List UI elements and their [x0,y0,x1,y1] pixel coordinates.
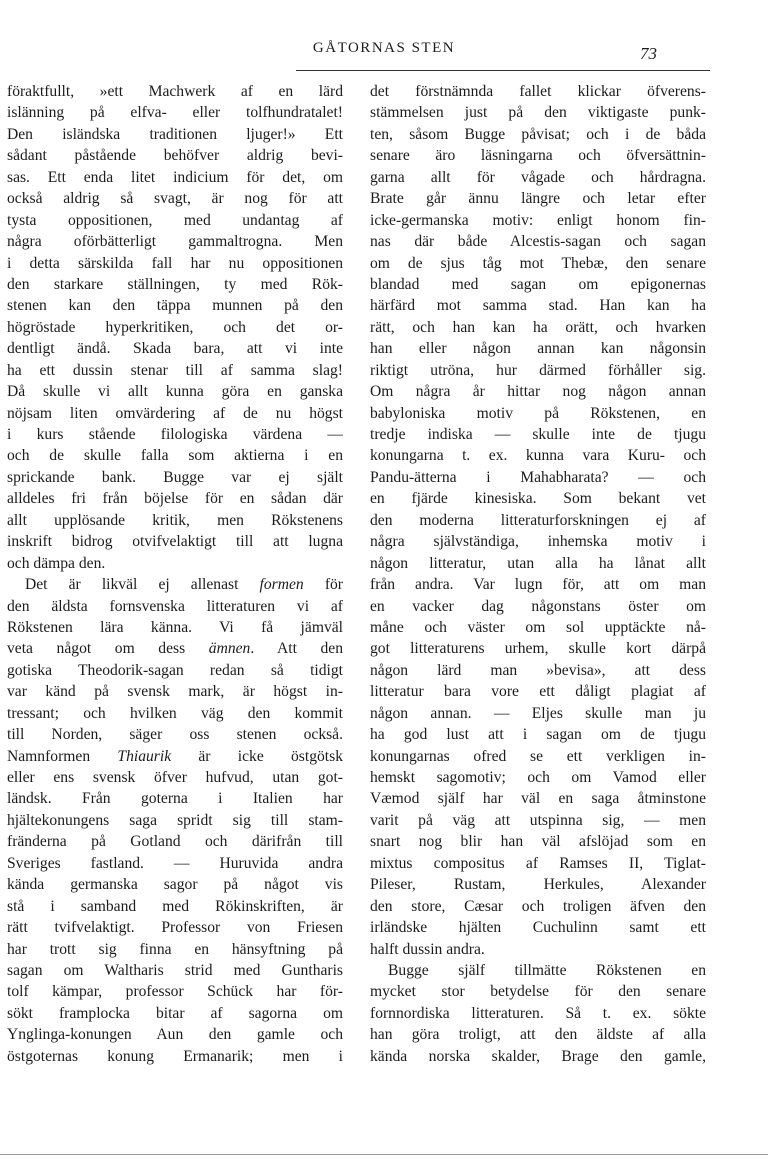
text-line: nas där både Alcestis-sagan och sagan [370,233,706,251]
text-line: i detta särskilda fall har nu oppositionen [7,254,343,272]
text-line: och de skulle falla som aktierna i en [7,447,343,465]
text-line: litteratur bara vore ett dåligt plagiat af [370,683,706,701]
text-line: den äldsta fornsvenska litteraturen vi af [7,597,343,615]
text-line: han göra troligt, att den äldste af alla [370,1026,706,1044]
text-line: till Norden, säger oss stenen också. [7,726,343,744]
text-line: från andra. Var lugn för, att om man [370,576,706,594]
text-segment: Namnformen [7,747,118,765]
text-segment: Det är likväl ej allenast [25,576,260,594]
text-line: islänning på elfva- eller tolfhundratalet! [7,104,343,122]
text-line: också aldrig så svagt, är nog för att [7,190,343,208]
text-line: Væmod själf har väl en saga åtminstone [370,790,706,808]
text-line: någon lärd man »bevisa», att dess [370,661,706,679]
text-line: högröstade hyperkritiken, och det or- [7,318,343,336]
left-text-column [7,81,343,1067]
text-line: och dämpa den. [7,554,106,572]
italic-term: ämnen [208,640,251,658]
text-line [7,574,343,595]
text-line [7,638,343,659]
text-segment: . Att den [250,640,343,658]
text-line: varit på väg att utspinna sig, — men [370,811,706,829]
text-line: någon litteratur, utan alla ha lånat allt [370,554,706,572]
text-line: stå i samband med Rökinskriften, är [7,897,343,915]
text-line: mycket stor betydelse för den senare [370,983,706,1001]
text-line: Sveriges fastland. — Huruvida andra [7,854,343,872]
text-line: Pandu-ätterna i Mahabharata? — och [370,468,706,486]
text-segment: veta något om dess [7,640,209,658]
text-line: det förstnämnda fallet klickar öfverens- [370,83,706,100]
text-line: har trott sig finna en hänsyftning på [7,940,343,958]
text-segment: för [303,576,343,594]
text-line: hjältekonungens saga spridt sig till stam- [7,811,343,829]
text-line: nöjsam liten omvärdering af de nu högst [7,404,343,422]
text-line: sprickande bank. Bugge var ej själt [7,468,343,486]
text-line: föraktfullt, »ett Machwerk af en lärd [7,83,343,100]
page-bottom-edge [0,1154,768,1155]
text-line: tysta oppositionen, med undantag af [7,211,343,229]
text-line: sas. Ett enda litet indicium för det, om [7,168,343,186]
text-line: kända norska skalder, Brage den gamle, [370,1047,706,1065]
text-line: sökt framplocka bitar af sagorna om [7,1004,343,1022]
text-line: garna allt för vågade och hårdragna. [370,168,706,186]
text-line: någon annan. — Eljes skulle man ju [370,704,706,722]
text-line: ha ett dussin stenar till af samma slag! [7,361,343,379]
text-line: den starkare ställningen, ty med Rök- [7,275,343,293]
text-line: en vacker dag någonstans öster om [370,597,706,615]
text-line: ländsk. Från goterna i Italien har [7,790,343,808]
text-line: irländske hjälten Cuchulinn samt ett [370,919,706,937]
text-line: inskrift bidrog otvifvelaktigt till att lugna [7,533,343,551]
text-line: ten, såsom Bugge påvisat; och i de båda [370,125,706,143]
running-header-title: GÅTORNAS STEN [312,40,456,56]
text-line: om de sjus tåg mot Thebæ, den senare [370,254,706,272]
text-line: östgoternas konung Ermanarik; men i [7,1047,343,1065]
text-line: icke-germanska motiv: enligt honom fin- [370,211,706,229]
text-line: hemskt sagomotiv; och om Vamod eller [370,769,706,786]
text-line: allt upplösande kritik, men Rökstenens [7,511,343,529]
text-line: blandad med sagan om epigonernas [370,275,706,293]
text-line [7,746,343,767]
text-line: konungarnas ofred se ett verkligen in- [370,747,706,765]
header-rule [296,70,710,71]
text-line: rätt tvifvelaktigt. Professor von Friesen [7,919,343,937]
text-line: rätt, och han kan ha orätt, och hvarken [370,318,706,336]
text-line: var känd på svensk mark, är högst in- [7,683,343,701]
text-line: kända germanska sagor på något vis [7,876,343,894]
text-line: stenen kan den täppa munnen på den [7,297,343,315]
text-segment: är icke östgötsk [171,747,343,765]
text-line: eller ens svensk öfver hufvud, utan got- [7,769,343,786]
italic-term: Thiaurik [117,747,172,765]
text-line: sådant påstående behöfver aldrig bevi- [7,147,343,165]
text-line: han eller någon annan kan någonsin [370,340,706,358]
text-line: riktigt utröna, hur därmed förhåller sig. [370,361,706,379]
text-line: tredje indiska — skulle inte de tjugu [370,426,706,443]
text-line: konungarna t. ex. kunna vara Kuru- och [370,447,706,465]
text-line: fränderna på Gotland och därifrån till [7,833,343,851]
text-line: Den isländska traditionen ljuger!» Ett [7,125,343,143]
page-number: 73 [640,44,657,63]
text-line: Då skulle vi allt kunna göra en ganska [7,383,343,401]
text-line: några självständiga, inhemska motiv i [370,533,706,551]
text-line: Bugge själf tillmätte Rökstenen en [388,961,706,979]
text-line: gotiska Theodorik-sagan redan så tidigt [7,661,343,679]
text-line: måne och väster om sol upptäckte nå- [370,618,706,636]
text-line: den store, Cæsar och troligen äfven den [370,897,706,915]
text-line: tressant; och hvilken väg den kommit [7,704,343,722]
text-line: babyloniska motiv på Rökstenen, en [370,404,706,422]
text-line: ha god lust att i sagan om de tjugu [370,726,706,744]
text-line: Rökstenen lära känna. Vi få jämväl [7,618,343,636]
text-line: fornnordiska litteraturen. Så t. ex. sökte [370,1004,706,1022]
text-line: den moderna litteraturforskningen ej af [370,511,706,529]
text-line: härfärd mot samma stad. Han kan ha [370,297,706,315]
text-line: Pileser, Rustam, Herkules, Alexander [370,876,706,894]
text-line: got litteraturens urhem, skulle kort därpå [370,640,706,658]
text-line: halft dussin andra. [370,940,485,958]
text-line: stämmelsen just på den viktigaste punk- [370,104,706,122]
text-line: dentligt ändå. Skada bara, att vi inte [7,340,343,358]
text-line: en fjärde kinesiska. Som bekant vet [370,490,706,508]
italic-term: formen [259,576,304,594]
text-line: Brate går ännu längre och letar efter [370,190,706,208]
text-line: Ynglinga-konungen Aun den gamle och [7,1026,343,1044]
text-line: tolf kämpar, professor Schück har för- [7,983,343,1001]
text-line: alldeles fri från böjelse för en sådan där [7,490,343,508]
text-line: några oförbätterligt gammaltrogna. Men [7,233,343,251]
text-line: Om några år hittar nog någon annan [370,383,706,401]
text-line: sagan om Waltharis strid med Guntharis [7,961,343,979]
right-text-column [370,81,706,1067]
text-line: mixtus compositus af Ramses II, Tiglat- [370,854,706,872]
text-line: senare äro läsningarna och öfversättnin- [370,147,706,165]
text-line: snart nog blir han väl afslöjad som en [370,833,706,851]
text-line: i kurs stående filologiska värdena — [7,426,343,443]
